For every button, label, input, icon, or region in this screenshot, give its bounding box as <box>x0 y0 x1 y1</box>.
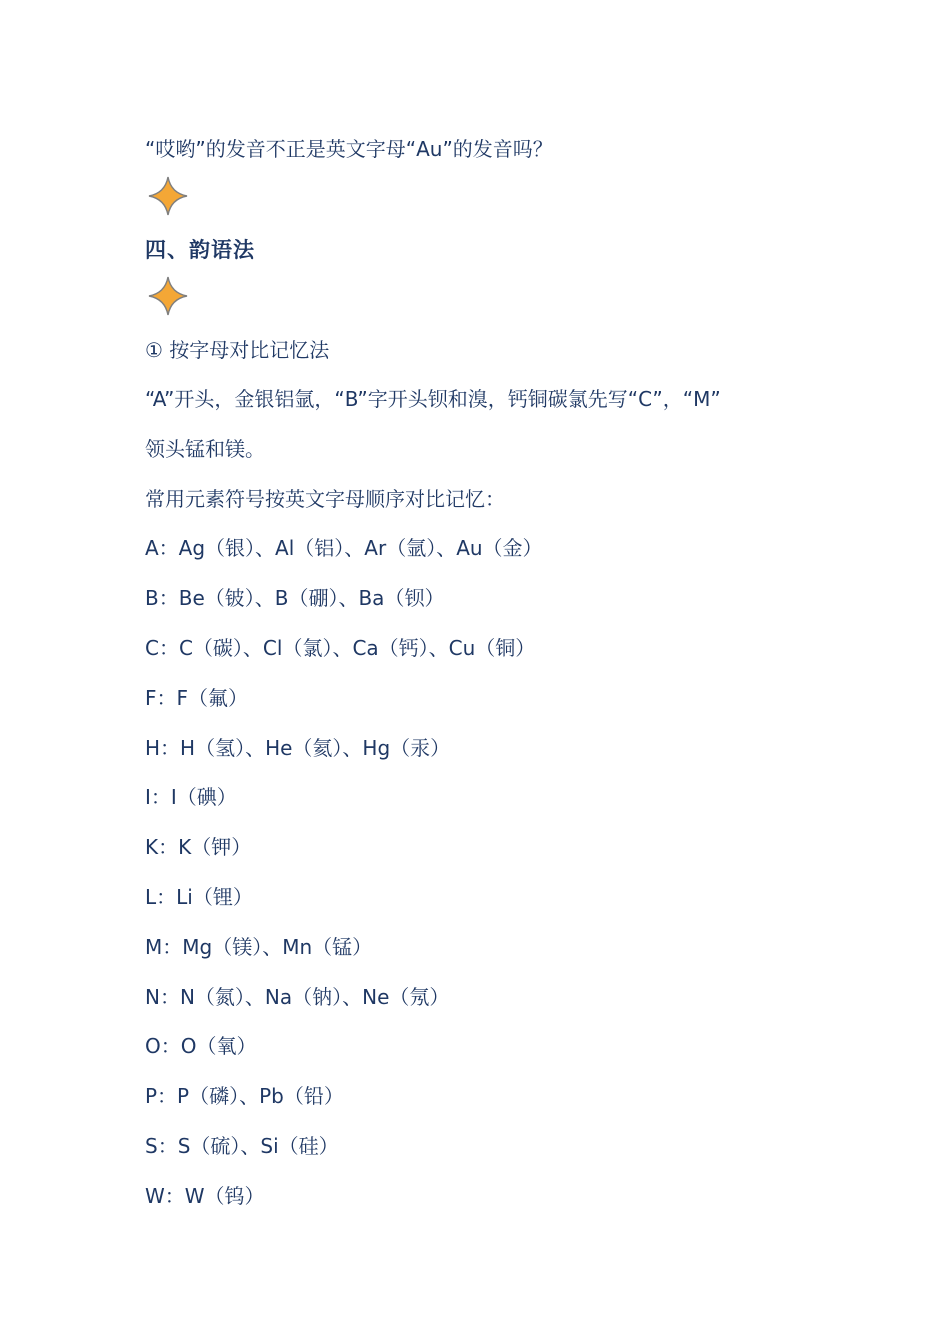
four-point-star-icon <box>148 276 188 316</box>
element-list-item: N：N（氮）、Na（钠）、Ne（氖） <box>145 985 450 1009</box>
element-list-item: I：I（碘） <box>145 785 237 809</box>
rhyme-line: 领头锰和镁。 <box>145 437 265 461</box>
element-list-item: A：Ag（银）、Al（铝）、Ar（氩）、Au（金） <box>145 536 543 560</box>
element-list-item: H：H（氢）、He（氦）、Hg（汞） <box>145 736 451 760</box>
element-list-item: C：C（碳）、Cl（氯）、Ca（钙）、Cu（铜） <box>145 636 536 660</box>
element-list-item: S：S（硫）、Si（硅） <box>145 1134 339 1158</box>
element-list-item: P：P（磷）、Pb（铅） <box>145 1084 344 1108</box>
element-list-item: L：Li（锂） <box>145 885 253 909</box>
rhyme-line: “A”开头，金银铝氩，“B”字开头钡和溴，钙铜碳氯先写“C”，“M” <box>145 387 721 411</box>
method-title: ① 按字母对比记忆法 <box>145 338 330 362</box>
element-list-item: F：F（氟） <box>145 686 249 710</box>
four-point-star-icon <box>148 176 188 216</box>
list-intro: 常用元素符号按英文字母顺序对比记忆： <box>145 487 505 511</box>
element-list-item: O：O（氧） <box>145 1034 257 1058</box>
section-heading: 四、韵语法 <box>145 238 255 262</box>
intro-line: “哎哟”的发音不正是英文字母“Au”的发音吗？ <box>145 137 553 161</box>
element-list-item: M：Mg（镁）、Mn（锰） <box>145 935 373 959</box>
element-list-item: W：W（钨） <box>145 1184 265 1208</box>
element-list-item: B：Be（铍）、B（硼）、Ba（钡） <box>145 586 445 610</box>
element-list-item: K：K（钾） <box>145 835 252 859</box>
